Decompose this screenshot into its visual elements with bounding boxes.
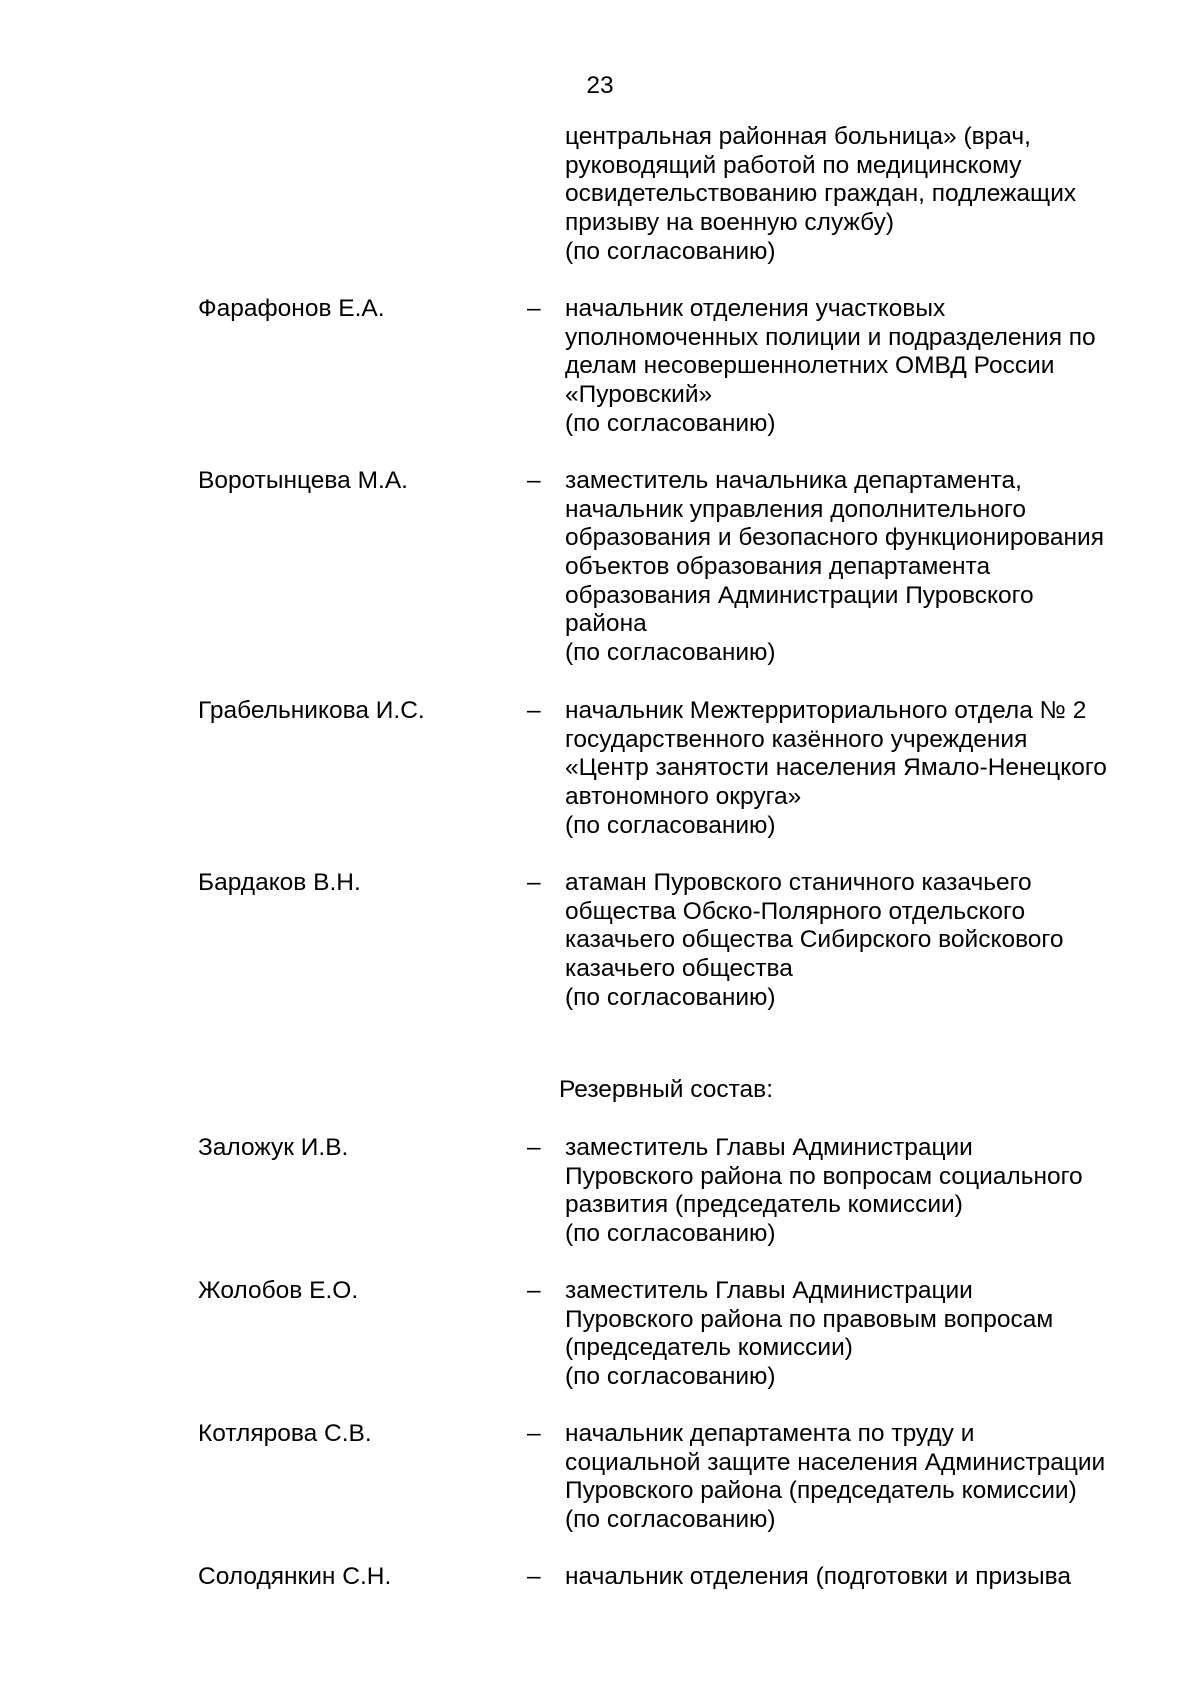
description-line: образования и безопасного функционирования <box>565 524 1104 552</box>
description-line: государственного казённого учреждения <box>565 725 1028 753</box>
description-line: начальник отделения участковых <box>565 295 946 322</box>
description-line: развития (председатель комиссии) <box>565 1191 963 1219</box>
member-name: Заложук И.В. <box>198 1134 349 1161</box>
member-description <box>565 1420 1185 1535</box>
description-line: начальник отделения (подготовки и призыва <box>565 1563 1071 1590</box>
description-line: делам несовершеннолетних ОМВД России <box>565 352 1055 380</box>
description-line: (по согласованию) <box>565 237 776 265</box>
description-line: казачьего общества Сибирского войскового <box>565 926 1064 954</box>
member-name: Бардаков В.Н. <box>198 869 361 896</box>
description-line: казачьего общества <box>565 955 793 983</box>
description-line: начальник департамента по труду и <box>565 1420 975 1447</box>
member-description <box>565 697 1185 840</box>
description-line: (по согласованию) <box>565 1506 776 1534</box>
description-line: атаман Пуровского станичного казачьего <box>565 869 1032 896</box>
description-line: центральная районная больница» (врач, <box>565 123 1031 150</box>
description-line: автономного округа» <box>565 783 802 811</box>
reserve-heading: Резервный состав: <box>559 1076 774 1103</box>
description-line: Пуровского района (председатель комиссии) <box>565 1477 1077 1505</box>
description-line: призыву на военную службу) <box>565 209 895 237</box>
separator-dash: – <box>527 1277 541 1304</box>
member-name: Жолобов Е.О. <box>198 1277 359 1304</box>
member-name: Грабельникова И.С. <box>198 697 425 724</box>
description-line: (по согласованию) <box>565 639 776 667</box>
description-line: начальник управления дополнительного <box>565 495 1027 523</box>
description-line: (по согласованию) <box>565 1220 776 1248</box>
description-line: заместитель Главы Администрации <box>565 1277 973 1304</box>
separator-dash: – <box>527 295 541 322</box>
continued-description <box>565 123 1185 266</box>
member-description <box>565 1277 1185 1392</box>
description-line: образования Администрации Пуровского <box>565 581 1034 609</box>
description-line: «Центр занятости населения Ямало-Ненецкого <box>565 754 1107 782</box>
description-line: района <box>565 610 647 638</box>
description-line: заместитель Главы Администрации <box>565 1134 973 1161</box>
member-description <box>565 295 1185 438</box>
member-name: Фарафонов Е.А. <box>198 295 385 322</box>
separator-dash: – <box>527 1563 541 1590</box>
description-line: (председатель комиссии) <box>565 1334 853 1362</box>
description-line: освидетельствованию граждан, подлежащих <box>565 180 1077 208</box>
separator-dash: – <box>527 467 541 494</box>
member-description <box>565 869 1185 1012</box>
description-line: Пуровского района по правовым вопросам <box>565 1305 1054 1333</box>
description-line: заместитель начальника департамента, <box>565 467 1022 494</box>
member-name: Котлярова С.В. <box>198 1420 372 1447</box>
description-line: социальной защите населения Администрации <box>565 1448 1106 1476</box>
description-line: (по согласованию) <box>565 409 776 437</box>
separator-dash: – <box>527 697 541 724</box>
member-description <box>565 1563 1185 1592</box>
member-description <box>565 1134 1185 1249</box>
page-number: 23 <box>586 72 614 99</box>
separator-dash: – <box>527 1420 541 1447</box>
description-line: общества Обско-Полярного отдельского <box>565 897 1026 925</box>
description-line: уполномоченных полиции и подразделения по <box>565 323 1096 351</box>
description-line: объектов образования департамента <box>565 553 991 581</box>
description-line: руководящий работой по медицинскому <box>565 151 1022 179</box>
member-name: Воротынцева М.А. <box>198 467 408 494</box>
description-line: «Пуровский» <box>565 381 713 409</box>
description-line: (по согласованию) <box>565 811 776 839</box>
description-line: (по согласованию) <box>565 1363 776 1391</box>
separator-dash: – <box>527 869 541 896</box>
member-name: Солодянкин С.Н. <box>198 1563 392 1590</box>
description-line: Пуровского района по вопросам социального <box>565 1162 1083 1190</box>
description-line: (по согласованию) <box>565 983 776 1011</box>
separator-dash: – <box>527 1134 541 1161</box>
description-line: начальник Межтерриториального отдела № 2 <box>565 697 1087 724</box>
member-description <box>565 467 1185 668</box>
